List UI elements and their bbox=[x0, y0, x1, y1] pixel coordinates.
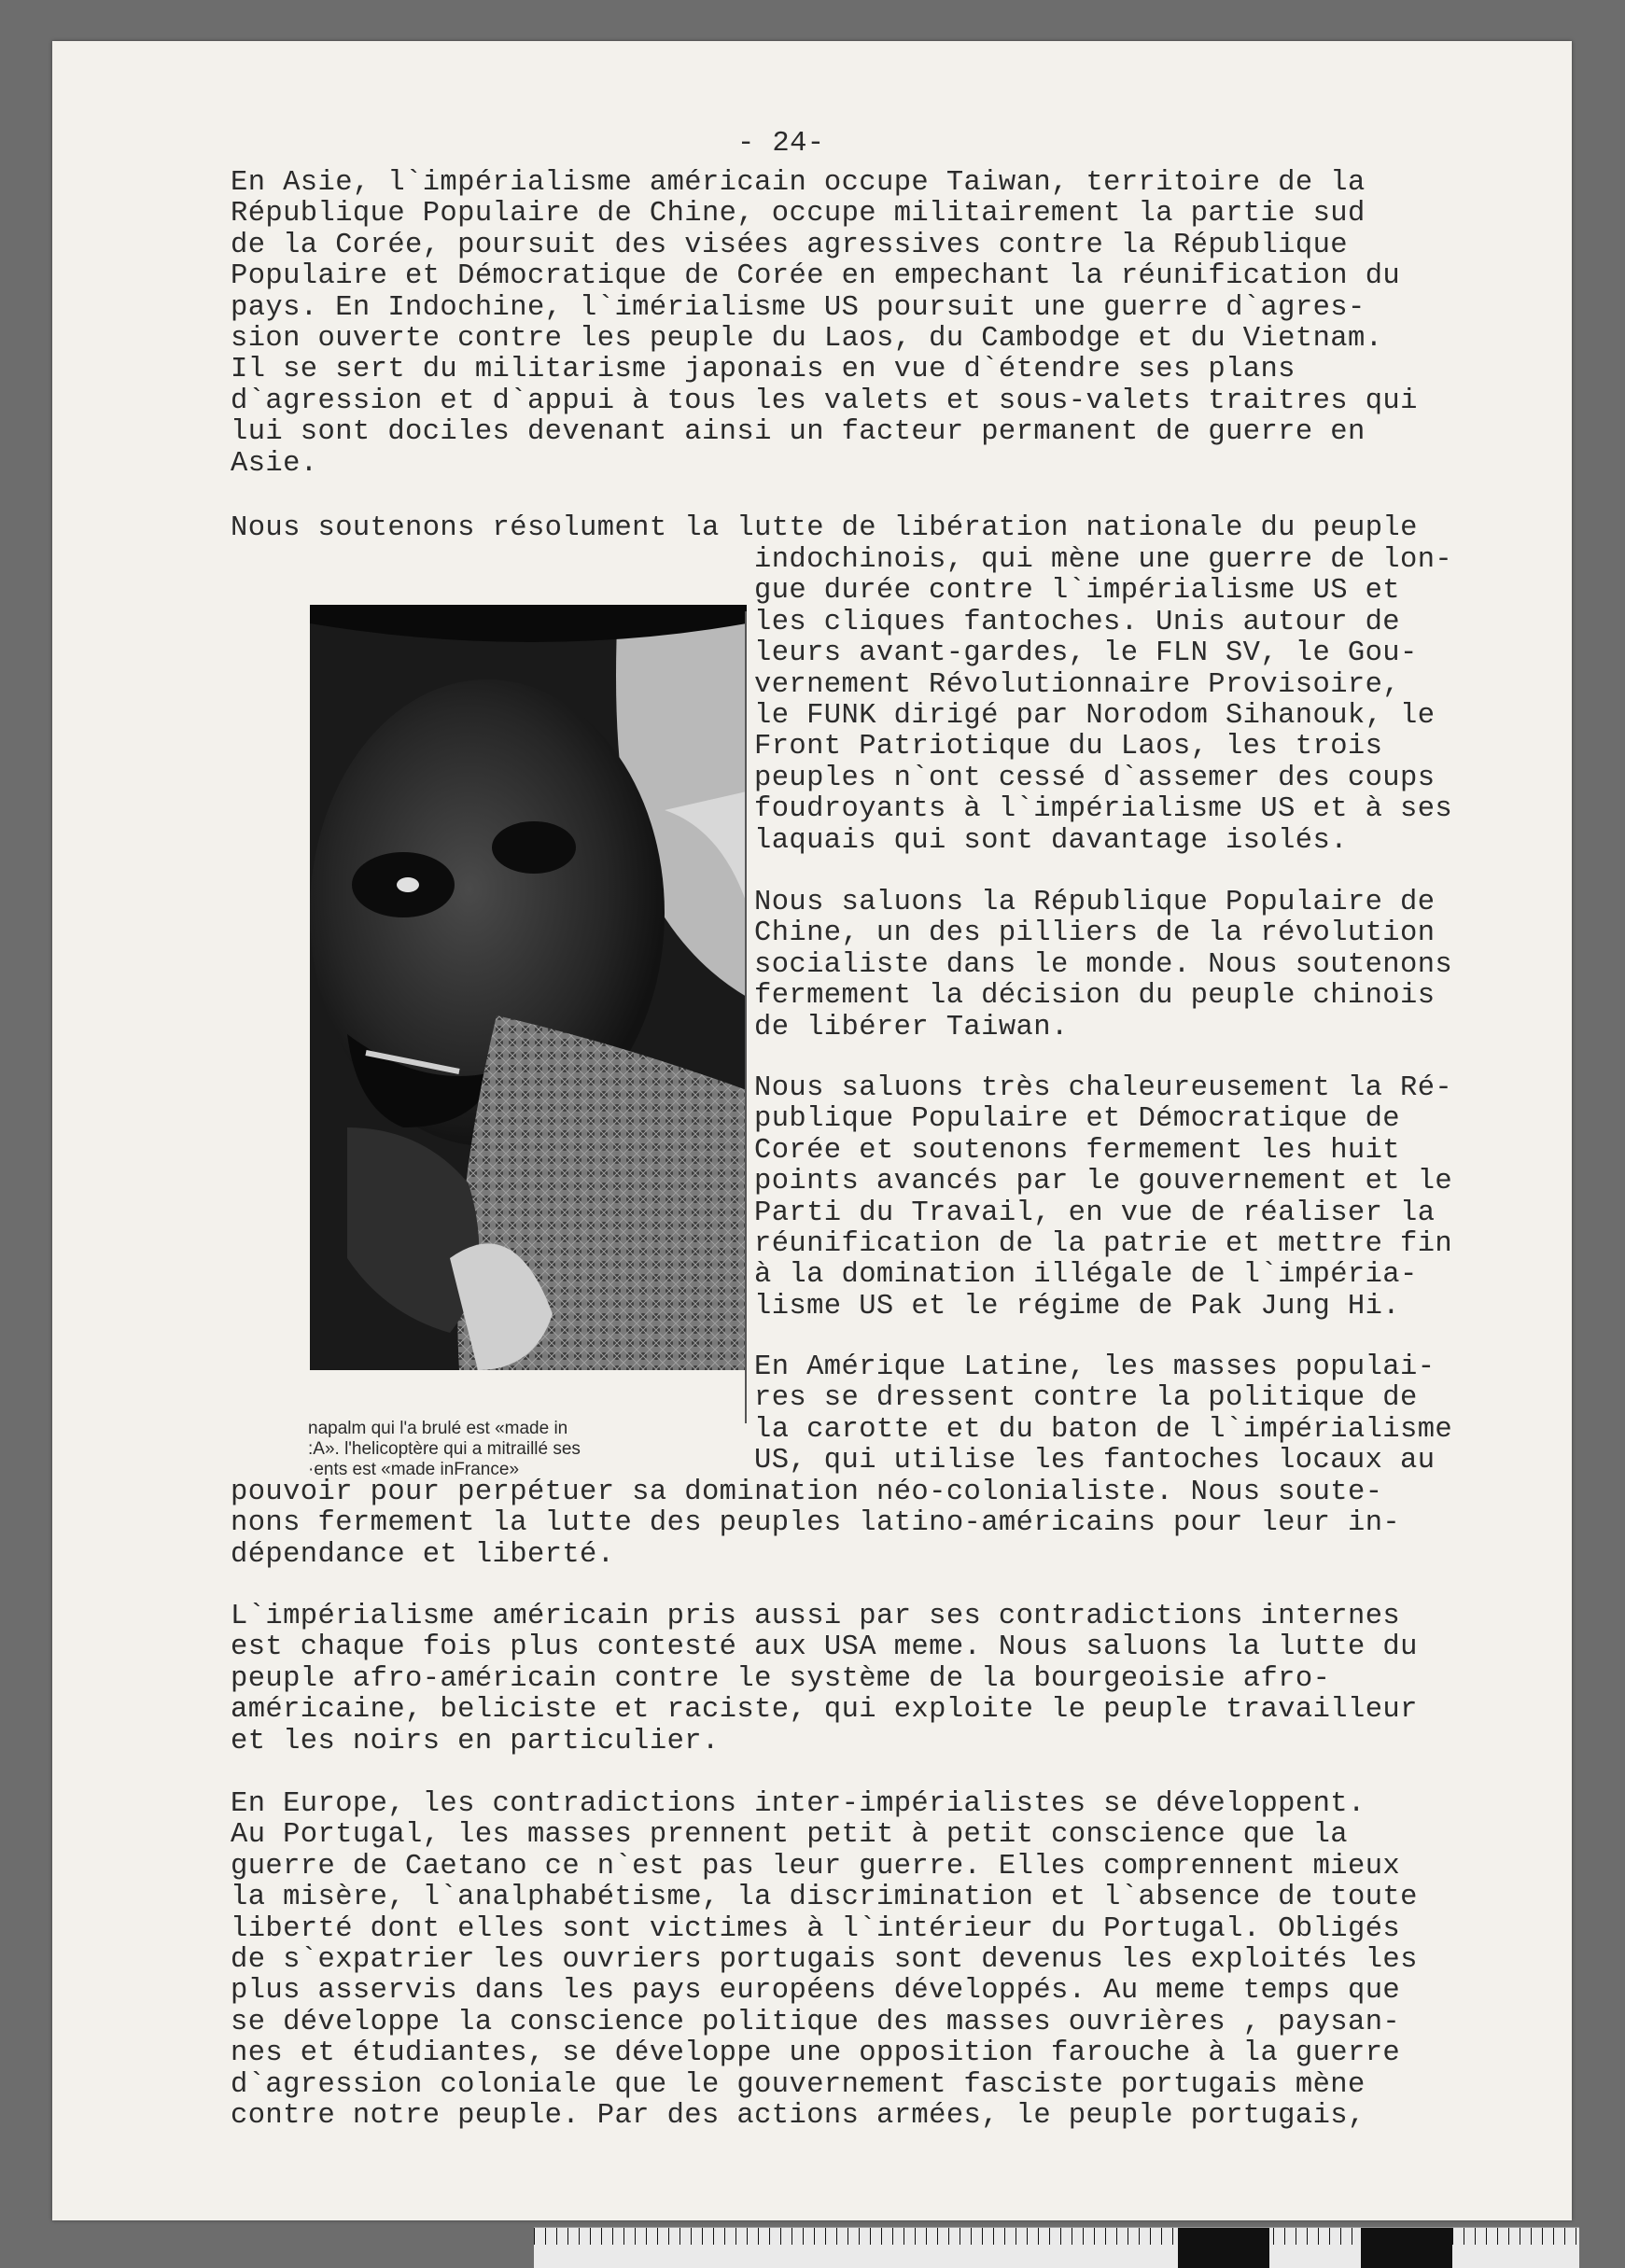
photo-illustration bbox=[310, 605, 747, 1370]
paragraph-latin-america-column: En Amérique Latine, les masses populai- res se dressent contre la politique de la carotte et du baton de l`impérialisme US, qui utilise les fantoches locaux au bbox=[754, 1351, 1453, 1477]
scale-ruler bbox=[534, 2227, 1579, 2268]
ruler-black-block bbox=[1361, 2228, 1452, 2268]
news-photo-child bbox=[310, 605, 747, 1370]
ruler-black-block bbox=[1178, 2228, 1269, 2268]
paragraph-europe-portugal: En Europe, les contradictions inter-impérialistes se développent. Au Portugal, les masses prennent petit à petit conscience que la guerre de Caetano ce n`est pas leur guerre. Elles comprennent mieux la misère, l`analphabétisme, la discrimination et l`absence de toute liberté dont elles sont victimes à l`intérieur du Portugal. Obligés de s`expatrier les ouvriers portugais sont devenus les exploités les plus asservis dans les pays européens développés. Au meme temps que se développe la conscience politique des masses ouvrières , paysan- nes et étudiantes, se développe une opposition farouche à la guerre d`agression coloniale que le gouvernement fasciste portugais mène contre notre peuple. Par des actions armées, le peuple portugais, bbox=[231, 1788, 1418, 2133]
page-number: - 24- bbox=[737, 128, 825, 160]
paragraph-asia: En Asie, l`impérialisme américain occupe Taiwan, territoire de la République Populaire de Chine, occupe militairement la partie sud de la Corée, poursuit des visées agressives contre la République Populaire et Démocratique de Corée en empechant la réunification du pays. En Indochine, l`imérialisme US poursuit une guerre d`agres- sion ouverte contre les peuple du Laos, du Cambodge et du Vietnam. Il se sert du militarisme japonais en vue d`étendre ses plans d`agression et d`appui à tous les valets et sous-valets traitres qui lui sont dociles devenant ainsi un facteur permanent de guerre en Asie. bbox=[231, 167, 1418, 480]
paragraph-indochina-column: indochinois, qui mène une guerre de lon- gue durée contre l`impérialisme US et les cliques fantoches. Unis autour de leurs avant-gardes, le FLN SV, le Gou- vernement Révolutionnaire Provisoire, le FUNK dirigé par Norodom Sihanouk, le Front Patriotique du Laos, les trois peuples n`ont cessé d`assemer des coups foudroyants à l`impérialisme US et à ses laquais qui sont davantage isolés. bbox=[754, 544, 1453, 857]
paragraph-china: Nous saluons la République Populaire de Chine, un des pilliers de la révolution socialiste dans le monde. Nous soutenons fermement la décision du peuple chinois de libérer Taiwan. bbox=[754, 887, 1453, 1043]
paragraph-usa: L`impérialisme américain pris aussi par ses contradictions internes est chaque fois plus contesté aux USA meme. Nous saluons la lutte du peuple afro-américain contre le système de la bourgeoisie afro- américaine, beliciste et raciste, qui exploite le peuple travailleur et les noirs en particulier. bbox=[231, 1601, 1418, 1757]
paragraph-latin-america-full: pouvoir pour perpétuer sa domination néo-colonialiste. Nous soute- nons fermement la lutte des peuples latino-américains pour leur in- dépendance et liberté. bbox=[231, 1477, 1401, 1571]
photo-caption: napalm qui l'a brulé est «made in :A». l'helicoptère qui a mitraillé ses ·ents est «made inFrance» bbox=[308, 1419, 581, 1479]
column-divider bbox=[745, 611, 747, 1423]
paragraph-indochina-first-line: Nous soutenons résolument la lutte de libération nationale du peuple bbox=[231, 512, 1418, 544]
paragraph-korea: Nous saluons très chaleureusement la Ré- publique Populaire et Démocratique de Corée et soutenons fermement les huit points avancés par le gouvernement et le Parti du Travail, en vue de réaliser la réunification de la patrie et mettre fin à la domination illégale de l`impéria- lisme US et le régime de Pak Jung Hi. bbox=[754, 1072, 1453, 1323]
